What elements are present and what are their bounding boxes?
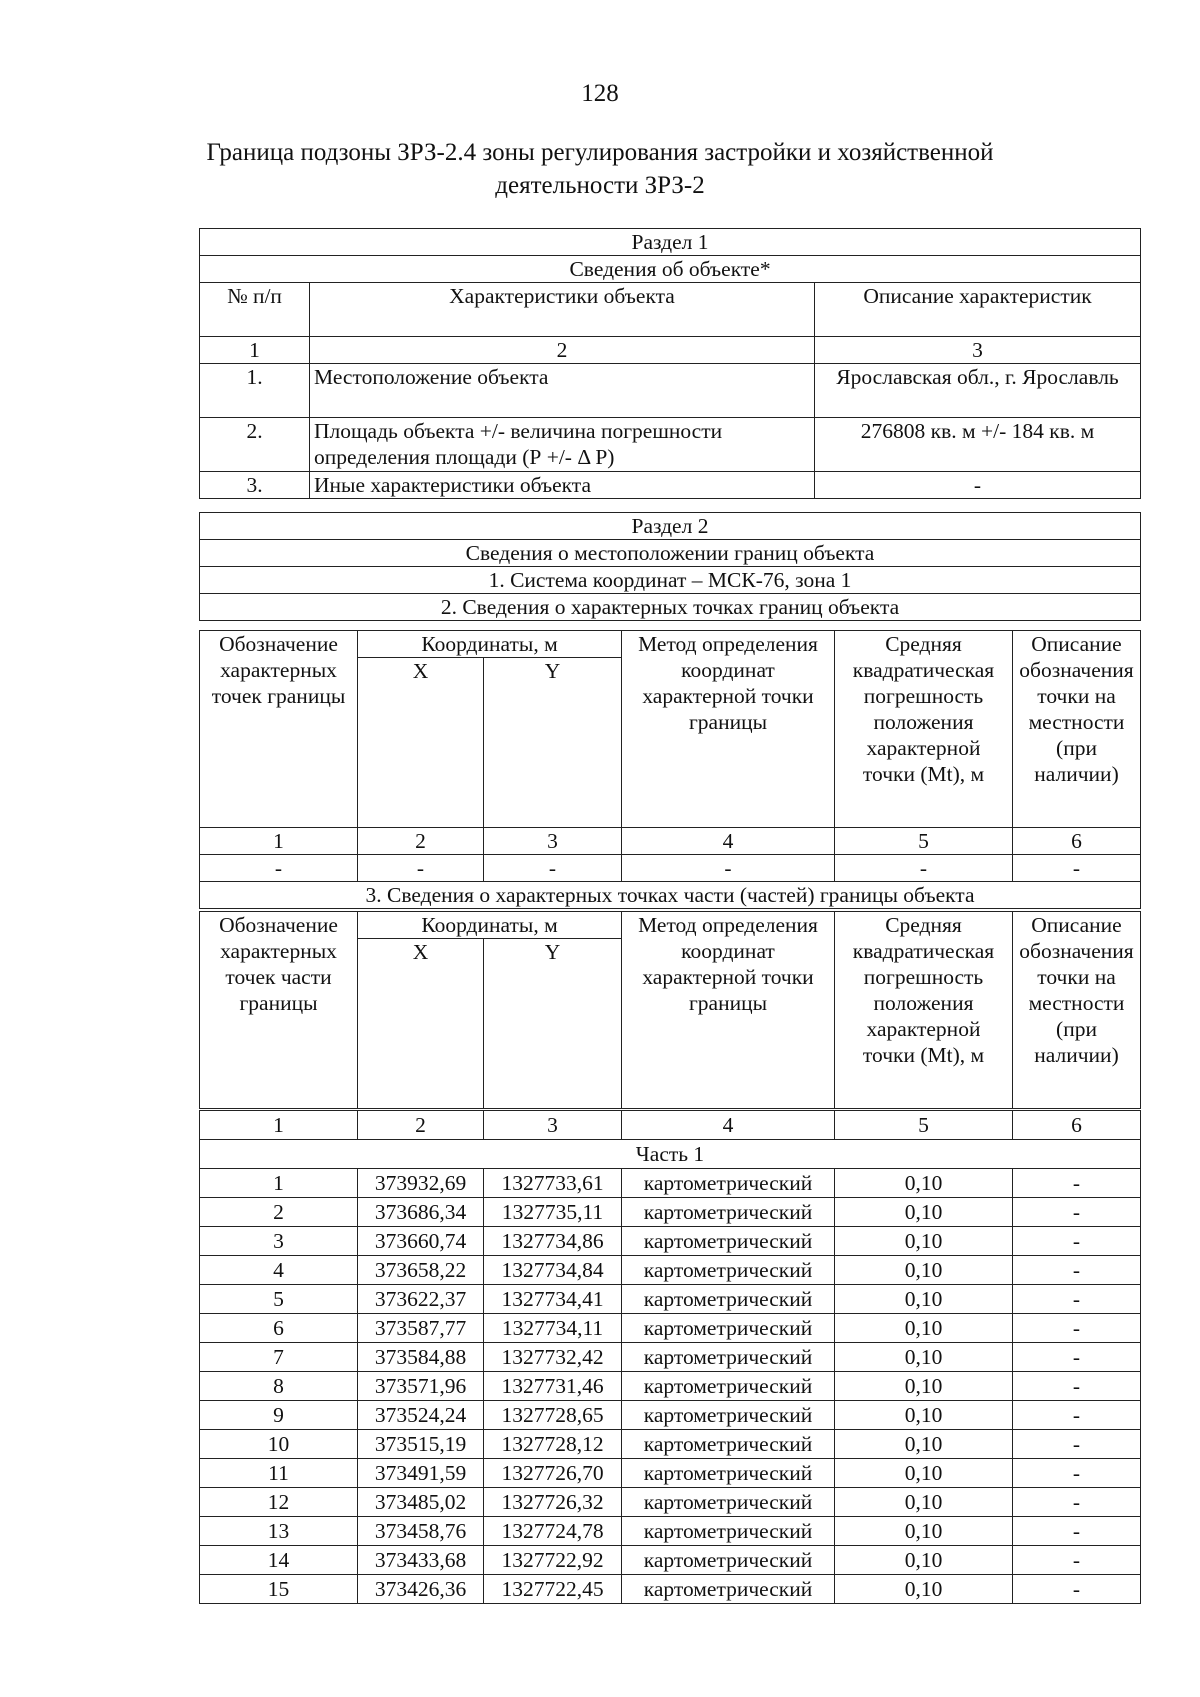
point-description: -	[1013, 1285, 1141, 1314]
part-points-table	[199, 1110, 1141, 1604]
point-description: -	[1013, 1169, 1141, 1198]
header-y: Y	[484, 658, 622, 828]
point-method: картометрический	[622, 1517, 835, 1546]
col-number: 3	[484, 1111, 622, 1140]
point-error: 0,10	[835, 1488, 1013, 1517]
point-number: 7	[200, 1343, 358, 1372]
point-x: 373571,96	[358, 1372, 484, 1401]
empty-cell: -	[358, 855, 484, 882]
point-description: -	[1013, 1198, 1141, 1227]
part-label: Часть 1	[200, 1140, 1141, 1169]
col-number: 3	[815, 337, 1141, 364]
part-points-header-table	[199, 911, 1141, 1109]
row-num: 3.	[200, 472, 310, 499]
point-description: -	[1013, 1430, 1141, 1459]
point-number: 6	[200, 1314, 358, 1343]
point-y: 1327726,32	[484, 1488, 622, 1517]
point-x: 373426,36	[358, 1575, 484, 1604]
point-error: 0,10	[835, 1372, 1013, 1401]
row-description: 276808 кв. м +/- 184 кв. м	[815, 418, 1141, 472]
row-characteristic: Площадь объекта +/- величина погрешности определения площади (Р +/- Δ Р)	[310, 418, 815, 472]
col-number: 5	[835, 1111, 1013, 1140]
point-y: 1327728,12	[484, 1430, 622, 1459]
row-characteristic: Иные характеристики объекта	[310, 472, 815, 499]
header-point-description: Описание обозначения точки на местности (при наличии)	[1013, 631, 1141, 828]
table-row	[200, 1575, 1141, 1604]
point-y: 1327734,84	[484, 1256, 622, 1285]
header-designation: Обозначение характерных точек границы	[200, 631, 358, 828]
point-x: 373485,02	[358, 1488, 484, 1517]
point-error: 0,10	[835, 1256, 1013, 1285]
header-x: X	[358, 939, 484, 1109]
point-method: картометрический	[622, 1285, 835, 1314]
section2-heading: Раздел 2	[200, 513, 1141, 540]
empty-cell: -	[484, 855, 622, 882]
table-row	[200, 1401, 1141, 1430]
point-number: 4	[200, 1256, 358, 1285]
points-heading: 2. Сведения о характерных точках границ объекта	[200, 594, 1141, 621]
point-x: 373660,74	[358, 1227, 484, 1256]
header-error: Средняя квадратическая погрешность положения характерной точки (Mt), м	[835, 912, 1013, 1109]
header-coords: Координаты, м	[358, 912, 622, 939]
header-method: Метод определения координат характерной точки границы	[622, 631, 835, 828]
table-row	[200, 1285, 1141, 1314]
point-x: 373433,68	[358, 1546, 484, 1575]
point-x: 373458,76	[358, 1517, 484, 1546]
point-method: картометрический	[622, 1546, 835, 1575]
point-y: 1327734,41	[484, 1285, 622, 1314]
point-y: 1327728,65	[484, 1401, 622, 1430]
point-method: картометрический	[622, 1488, 835, 1517]
header-description: Описание характеристик	[815, 283, 1141, 337]
document-title	[150, 136, 1050, 202]
point-description: -	[1013, 1517, 1141, 1546]
point-error: 0,10	[835, 1430, 1013, 1459]
header-num: № п/п	[200, 283, 310, 337]
point-method: картометрический	[622, 1575, 835, 1604]
col-number: 1	[200, 1111, 358, 1140]
point-number: 14	[200, 1546, 358, 1575]
table-row	[200, 1343, 1141, 1372]
point-description: -	[1013, 1343, 1141, 1372]
col-number: 2	[310, 337, 815, 364]
point-x: 373686,34	[358, 1198, 484, 1227]
point-error: 0,10	[835, 1517, 1013, 1546]
row-num: 2.	[200, 418, 310, 472]
title-line-1: Граница подзоны ЗРЗ-2.4 зоны регулирования застройки и хозяйственной	[206, 139, 994, 166]
point-number: 13	[200, 1517, 358, 1546]
table-row	[200, 1314, 1141, 1343]
point-y: 1327733,61	[484, 1169, 622, 1198]
point-y: 1327731,46	[484, 1372, 622, 1401]
header-method: Метод определения координат характерной точки границы	[622, 912, 835, 1109]
col-number: 6	[1013, 828, 1141, 855]
header-characteristics: Характеристики объекта	[310, 283, 815, 337]
table-row	[200, 1227, 1141, 1256]
table-row	[200, 1169, 1141, 1198]
point-y: 1327722,45	[484, 1575, 622, 1604]
point-y: 1327726,70	[484, 1459, 622, 1488]
point-error: 0,10	[835, 1459, 1013, 1488]
empty-cell: -	[622, 855, 835, 882]
point-x: 373584,88	[358, 1343, 484, 1372]
row-characteristic: Местоположение объекта	[310, 364, 815, 418]
section1-subheading: Сведения об объекте*	[200, 256, 1141, 283]
point-error: 0,10	[835, 1575, 1013, 1604]
section1-heading: Раздел 1	[200, 229, 1141, 256]
point-method: картометрический	[622, 1198, 835, 1227]
col-number: 1	[200, 828, 358, 855]
table-row	[200, 1372, 1141, 1401]
point-x: 373622,37	[358, 1285, 484, 1314]
point-method: картометрический	[622, 1343, 835, 1372]
parts-heading: 3. Сведения о характерных точках части (частей) границы объекта	[200, 882, 1141, 909]
row-description: -	[815, 472, 1141, 499]
point-x: 373515,19	[358, 1430, 484, 1459]
point-y: 1327734,11	[484, 1314, 622, 1343]
point-method: картометрический	[622, 1430, 835, 1459]
point-number: 3	[200, 1227, 358, 1256]
point-y: 1327732,42	[484, 1343, 622, 1372]
header-error: Средняя квадратическая погрешность положения характерной точки (Mt), м	[835, 631, 1013, 828]
point-number: 5	[200, 1285, 358, 1314]
point-method: картометрический	[622, 1256, 835, 1285]
empty-cell: -	[200, 855, 358, 882]
point-x: 373524,24	[358, 1401, 484, 1430]
empty-cell: -	[835, 855, 1013, 882]
point-error: 0,10	[835, 1314, 1013, 1343]
point-x: 373932,69	[358, 1169, 484, 1198]
point-x: 373587,77	[358, 1314, 484, 1343]
point-error: 0,10	[835, 1343, 1013, 1372]
point-number: 10	[200, 1430, 358, 1459]
section2-subheading: Сведения о местоположении границ объекта	[200, 540, 1141, 567]
table-row	[200, 1546, 1141, 1575]
point-y: 1327734,86	[484, 1227, 622, 1256]
point-description: -	[1013, 1227, 1141, 1256]
table-row	[200, 1198, 1141, 1227]
title-line-2: деятельности ЗРЗ-2	[495, 172, 705, 199]
boundary-points-table	[199, 630, 1141, 909]
table-row	[200, 1488, 1141, 1517]
point-y: 1327722,92	[484, 1546, 622, 1575]
point-description: -	[1013, 1459, 1141, 1488]
point-number: 9	[200, 1401, 358, 1430]
col-number: 3	[484, 828, 622, 855]
point-description: -	[1013, 1488, 1141, 1517]
header-y: Y	[484, 939, 622, 1109]
table-row	[200, 1517, 1141, 1546]
point-description: -	[1013, 1546, 1141, 1575]
point-error: 0,10	[835, 1401, 1013, 1430]
point-error: 0,10	[835, 1169, 1013, 1198]
point-method: картометрический	[622, 1459, 835, 1488]
point-x: 373658,22	[358, 1256, 484, 1285]
point-number: 8	[200, 1372, 358, 1401]
point-y: 1327724,78	[484, 1517, 622, 1546]
section1-table	[199, 228, 1141, 499]
point-method: картометрический	[622, 1401, 835, 1430]
point-error: 0,10	[835, 1285, 1013, 1314]
table-row	[200, 1256, 1141, 1285]
point-x: 373491,59	[358, 1459, 484, 1488]
col-number: 4	[622, 1111, 835, 1140]
point-error: 0,10	[835, 1227, 1013, 1256]
table-row	[200, 1430, 1141, 1459]
point-description: -	[1013, 1575, 1141, 1604]
col-number: 5	[835, 828, 1013, 855]
point-description: -	[1013, 1256, 1141, 1285]
col-number: 2	[358, 1111, 484, 1140]
point-method: картометрический	[622, 1314, 835, 1343]
col-number: 4	[622, 828, 835, 855]
point-number: 2	[200, 1198, 358, 1227]
point-number: 12	[200, 1488, 358, 1517]
point-description: -	[1013, 1314, 1141, 1343]
header-designation: Обозначение характерных точек части границы	[200, 912, 358, 1109]
row-num: 1.	[200, 364, 310, 418]
header-x: X	[358, 658, 484, 828]
point-method: картометрический	[622, 1169, 835, 1198]
header-point-description: Описание обозначения точки на местности (при наличии)	[1013, 912, 1141, 1109]
point-number: 15	[200, 1575, 358, 1604]
point-method: картометрический	[622, 1372, 835, 1401]
table-row	[200, 1459, 1141, 1488]
point-number: 1	[200, 1169, 358, 1198]
point-description: -	[1013, 1372, 1141, 1401]
row-description: Ярославская обл., г. Ярославль	[815, 364, 1141, 418]
coord-system: 1. Система координат – МСК-76, зона 1	[200, 567, 1141, 594]
point-description: -	[1013, 1401, 1141, 1430]
point-error: 0,10	[835, 1546, 1013, 1575]
point-y: 1327735,11	[484, 1198, 622, 1227]
point-error: 0,10	[835, 1198, 1013, 1227]
point-number: 11	[200, 1459, 358, 1488]
page-number: 128	[581, 80, 619, 107]
col-number: 2	[358, 828, 484, 855]
point-method: картометрический	[622, 1227, 835, 1256]
empty-cell: -	[1013, 855, 1141, 882]
header-coords: Координаты, м	[358, 631, 622, 658]
section2-headings	[199, 512, 1141, 621]
col-number: 6	[1013, 1111, 1141, 1140]
col-number: 1	[200, 337, 310, 364]
